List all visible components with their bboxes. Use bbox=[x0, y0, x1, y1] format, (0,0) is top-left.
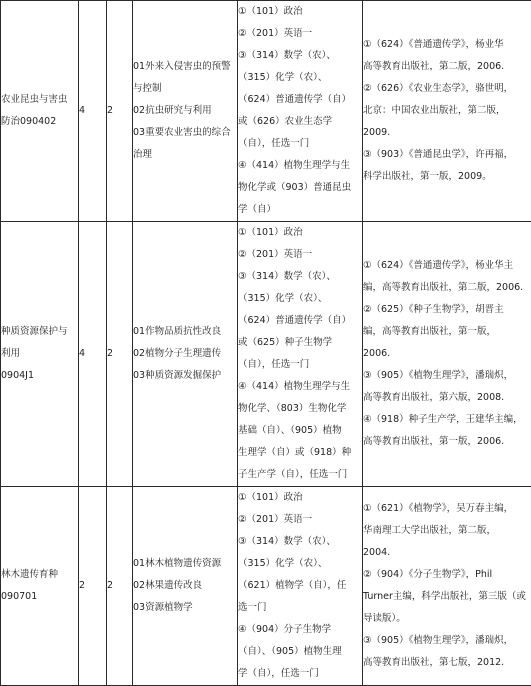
exam-subject-line: （315）化学（农）、 bbox=[238, 288, 362, 310]
reference-book-item bbox=[363, 78, 531, 144]
enrollment-count: 4 bbox=[79, 1, 107, 222]
exam-subject-item bbox=[238, 487, 362, 509]
reference-book-line: ③（905）《植物生理学》，潘瑞炽， bbox=[363, 630, 531, 652]
exam-subject-line: 物化学、（803）生物化学 bbox=[238, 398, 362, 420]
reference-book-item bbox=[363, 365, 531, 409]
exam-subject-line: （自）、（905）植物生理 bbox=[238, 641, 362, 663]
program-row bbox=[1, 1, 531, 222]
research-direction-line: 01作物品质抗性改良 bbox=[133, 321, 237, 343]
exam-subject-line: 生理学（自）或（918）种 bbox=[238, 442, 362, 464]
duration-count: 2 bbox=[107, 1, 133, 222]
exam-subject-line: 物化学或（903）普通昆虫 bbox=[238, 177, 362, 199]
reference-book-line: ③（903）《普通昆虫学》，许再福， bbox=[363, 144, 531, 166]
reference-book-line: ①（624）《普通遗传学》，杨业华 bbox=[363, 34, 531, 56]
research-direction-line: 02抗虫研究与利用 bbox=[133, 100, 237, 122]
reference-book-item bbox=[363, 34, 531, 78]
exam-subject-item bbox=[238, 619, 362, 685]
major-name-line: 090701 bbox=[1, 586, 78, 608]
major-cell bbox=[1, 1, 79, 222]
exam-subject-line: 或（625）种子生物学 bbox=[238, 332, 362, 354]
exam-subject-line: ④（414）植物生理学与生 bbox=[238, 155, 362, 177]
reference-book-item bbox=[363, 409, 531, 453]
research-directions-cell bbox=[133, 222, 238, 487]
exam-subjects-cell bbox=[238, 487, 363, 686]
reference-books-cell bbox=[363, 1, 531, 222]
exam-subject-line: （自），任选一门 bbox=[238, 354, 362, 376]
exam-subject-item bbox=[238, 23, 362, 45]
research-direction-line: 03资源植物学 bbox=[133, 597, 237, 619]
reference-book-line: 2009. bbox=[363, 122, 531, 144]
reference-book-line: ①（624）《普通遗传学》，杨业华主 bbox=[363, 255, 531, 277]
exam-subject-line: 学（自） bbox=[238, 199, 362, 221]
research-direction-line: 01外来入侵害虫的预警 bbox=[133, 56, 237, 78]
reference-book-line: 导读版）。 bbox=[363, 608, 531, 630]
major-cell bbox=[1, 222, 79, 487]
exam-subject-line: （315）化学（农）、 bbox=[238, 67, 362, 89]
exam-subject-line: 选一门 bbox=[238, 597, 362, 619]
exam-subject-line: 或（626）农业生态学 bbox=[238, 111, 362, 133]
reference-book-line: ②（904）《分子生物学》，Phil bbox=[363, 564, 531, 586]
reference-book-line: ①（621）《植物学》，吴万春主编， bbox=[363, 498, 531, 520]
exam-subject-line: ①（101）政治 bbox=[238, 487, 362, 509]
reference-book-line: 编，高等教育出版社，第一版， bbox=[363, 321, 531, 343]
exam-subject-line: ②（201）英语一 bbox=[238, 509, 362, 531]
exam-subject-line: （624）普通遗传学（自） bbox=[238, 89, 362, 111]
duration-count: 2 bbox=[107, 487, 133, 686]
exam-subject-line: 学（自），任选一门 bbox=[238, 663, 362, 685]
exam-subject-item bbox=[238, 45, 362, 155]
reference-book-item bbox=[363, 630, 531, 674]
research-direction-line: 03种质资源发掘保护 bbox=[133, 365, 237, 387]
duration-count: 2 bbox=[107, 222, 133, 487]
exam-subject-line: ④（414）植物生理学与生 bbox=[238, 376, 362, 398]
major-name-line: 林木遗传育种 bbox=[1, 564, 78, 586]
exam-subject-item bbox=[238, 222, 362, 244]
exam-subject-line: 子生产学（自），任选一门 bbox=[238, 464, 362, 486]
research-direction-line: 01林木植物遗传资源 bbox=[133, 553, 237, 575]
exam-subject-line: ③（314）数学（农）、 bbox=[238, 531, 362, 553]
exam-subject-item bbox=[238, 376, 362, 486]
exam-subject-line: （621）植物学（自），任 bbox=[238, 575, 362, 597]
exam-subject-line: ③（314）数学（农）、 bbox=[238, 266, 362, 288]
reference-book-item bbox=[363, 144, 531, 188]
reference-book-line: ②（625）《种子生物学》，胡晋主 bbox=[363, 299, 531, 321]
reference-book-line: ②（626）《农业生态学》，骆世明， bbox=[363, 78, 531, 100]
research-direction-line: 02植物分子生理遗传 bbox=[133, 343, 237, 365]
exam-subject-item bbox=[238, 531, 362, 619]
research-direction-line: 03重要农业害虫的综合 bbox=[133, 122, 237, 144]
exam-subject-item bbox=[238, 155, 362, 221]
major-name-line: 种质资源保护与 bbox=[1, 321, 78, 343]
reference-book-line: 华南理工大学出版社，第二版， bbox=[363, 520, 531, 542]
exam-subject-line: ①（101）政治 bbox=[238, 1, 362, 23]
exam-subject-line: （624）普通遗传学（自） bbox=[238, 310, 362, 332]
major-name-line: 0904J1 bbox=[1, 365, 78, 387]
reference-book-line: 科学出版社，第一版，2009。 bbox=[363, 166, 531, 188]
research-directions-cell bbox=[133, 1, 238, 222]
exam-subject-line: ①（101）政治 bbox=[238, 222, 362, 244]
enrollment-count: 4 bbox=[79, 222, 107, 487]
reference-book-line: Turner主编，科学出版社，第三版（或 bbox=[363, 586, 531, 608]
major-name-line: 农业昆虫与害虫 bbox=[1, 89, 78, 111]
reference-book-line: 高等教育出版社，第六版，2008. bbox=[363, 387, 531, 409]
reference-book-item bbox=[363, 255, 531, 299]
reference-book-item bbox=[363, 498, 531, 564]
exam-subject-item bbox=[238, 244, 362, 266]
exam-subject-item bbox=[238, 509, 362, 531]
reference-book-line: 2006. bbox=[363, 343, 531, 365]
program-row bbox=[1, 487, 531, 686]
exam-subject-line: （315）化学（农）、 bbox=[238, 553, 362, 575]
exam-subject-line: ③（314）数学（农）、 bbox=[238, 45, 362, 67]
research-direction-line: 02林果遗传改良 bbox=[133, 575, 237, 597]
reference-books-cell bbox=[363, 487, 531, 686]
exam-subject-line: （自），任选一门 bbox=[238, 133, 362, 155]
reference-book-line: 高等教育出版社，第一版，2006. bbox=[363, 431, 531, 453]
reference-book-line: 高等教育出版社，第七版，2012. bbox=[363, 652, 531, 674]
program-row bbox=[1, 222, 531, 487]
exam-subjects-cell bbox=[238, 222, 363, 487]
reference-book-line: ③（905）《植物生理学》，潘瑞炽， bbox=[363, 365, 531, 387]
reference-book-line: 2004. bbox=[363, 542, 531, 564]
exam-subject-line: 基础（自）、（905）植物 bbox=[238, 420, 362, 442]
enrollment-count: 2 bbox=[79, 487, 107, 686]
major-name-line: 防治090402 bbox=[1, 111, 78, 133]
research-direction-line: 与控制 bbox=[133, 78, 237, 100]
exam-subject-line: ②（201）英语一 bbox=[238, 244, 362, 266]
exam-subjects-cell bbox=[238, 1, 363, 222]
reference-book-line: 编，高等教育出版社，第二版，2006. bbox=[363, 277, 531, 299]
exam-subject-item bbox=[238, 266, 362, 376]
reference-book-line: ④（918）种子生产学，王建华主编， bbox=[363, 409, 531, 431]
reference-books-cell bbox=[363, 222, 531, 487]
exam-subject-item bbox=[238, 1, 362, 23]
exam-subject-line: ④（904）分子生物学 bbox=[238, 619, 362, 641]
major-name-line: 利用 bbox=[1, 343, 78, 365]
reference-book-item bbox=[363, 299, 531, 365]
research-directions-cell bbox=[133, 487, 238, 686]
reference-book-line: 北京：中国农业出版社，第二版， bbox=[363, 100, 531, 122]
reference-book-item bbox=[363, 564, 531, 630]
reference-book-line: 高等教育出版社，第二版，2006. bbox=[363, 56, 531, 78]
exam-subject-line: ②（201）英语一 bbox=[238, 23, 362, 45]
major-cell bbox=[1, 487, 79, 686]
research-direction-line: 治理 bbox=[133, 144, 237, 166]
